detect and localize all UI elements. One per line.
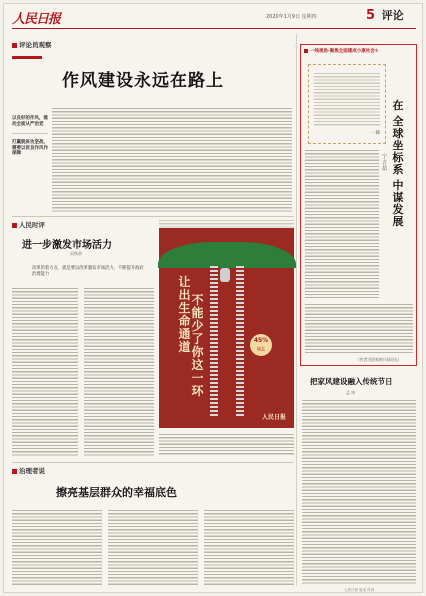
square-marker-icon	[12, 223, 17, 228]
main-sidebar-highlights	[12, 116, 48, 216]
quote-signature: 一 韩	[369, 131, 380, 136]
masthead-logo: 人民日报	[12, 12, 61, 27]
highlight-one: 以良好的作风，推动全面从严治党	[12, 116, 48, 127]
quote-text	[314, 71, 380, 127]
column-two-body-left	[12, 286, 78, 456]
section-divider	[12, 216, 294, 217]
column-two-body-right	[84, 286, 154, 456]
poster-top-text	[159, 218, 294, 228]
poster-green-arch	[158, 242, 296, 268]
column-two-summary: 改革的着力点，就是要以改革激发市场活力，不断提升政府治理能力	[32, 266, 144, 277]
masthead-date: 2020年1月9日 星期四	[266, 14, 317, 20]
poster-watermark: 人民日报	[262, 414, 287, 421]
column-rule	[296, 34, 297, 586]
zipper-teeth-right	[236, 266, 244, 416]
main-headline: 作风建设永远在路上	[62, 71, 224, 91]
column-three-body-2	[108, 508, 198, 586]
featured-body-top	[305, 148, 379, 298]
featured-author: 宁吉喆	[382, 154, 388, 172]
column-two-tag: 人民时评	[12, 220, 45, 229]
square-marker-icon	[304, 49, 308, 53]
masthead-rule	[12, 28, 416, 29]
featured-body-bottom	[305, 302, 413, 354]
featured-column-tag: 一线视角·聚焦全面建成小康社会①	[304, 48, 379, 54]
bottom-right-byline: 孟 帅	[346, 390, 356, 395]
newspaper-page	[3, 3, 423, 593]
accent-bar	[12, 56, 42, 59]
poster-text-left: 让出生命通道	[178, 275, 191, 354]
zipper-pull-icon	[220, 268, 230, 282]
page-footer: 人民日报 电话 传真	[344, 588, 375, 592]
poster-caption-text	[159, 432, 294, 456]
column-three-tag: 治理者说	[12, 466, 45, 475]
main-article-body	[52, 106, 292, 212]
main-column-tag: 评论员观察	[12, 40, 52, 49]
column-two-headline: 进一步激发市场活力	[22, 240, 112, 251]
poster-text-right: 不能少了你这一环	[191, 293, 204, 398]
page-section: 评论	[381, 9, 404, 22]
poster-badge: 45% 以上	[250, 334, 272, 356]
highlight-divider	[12, 133, 48, 134]
section-divider-two	[12, 462, 294, 463]
highlight-two: 打赢脱贫攻坚战，需要以优良作风作保障	[12, 140, 48, 157]
column-three-body-3	[204, 508, 294, 586]
page-number: 5 评论	[366, 8, 404, 23]
bottom-right-body	[302, 398, 416, 584]
column-three-body-1	[12, 508, 102, 586]
featured-author-note: （作者为国家统计局局长）	[356, 357, 402, 362]
bottom-right-headline: 把家风建设融入传统节日	[310, 377, 393, 386]
column-three-headline: 擦亮基层群众的幸福底色	[56, 486, 177, 499]
square-marker-icon	[12, 469, 17, 474]
featured-vertical-title: 在 全球坐标系 中谋发展	[392, 99, 404, 228]
column-two-byline: 吴秋余	[70, 251, 82, 256]
zipper-teeth-left	[210, 266, 218, 416]
featured-quote-box	[308, 64, 386, 144]
square-marker-icon	[12, 43, 17, 48]
